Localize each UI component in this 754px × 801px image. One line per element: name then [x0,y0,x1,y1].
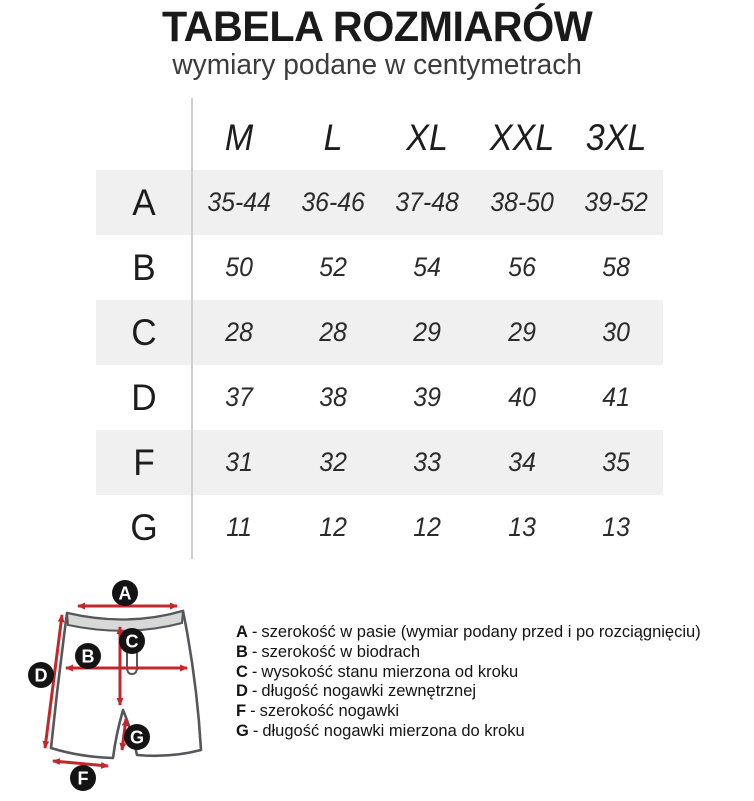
diagram-label-f [70,765,96,791]
table-row-c [96,300,663,365]
value-g-3xl: 13 [602,512,630,542]
legend-item-g [236,722,701,742]
value-g-m: 11 [226,512,252,542]
shorts-diagram-svg [20,580,230,796]
legend-separator: - [251,662,258,681]
legend-item-c [236,663,701,683]
legend-letter-b: B [236,642,248,661]
table-column-divider [191,98,193,559]
page-title: TABELA ROZMIARÓW [161,3,593,51]
legend-text-d: długość nogawki zewnętrznej [261,682,477,701]
value-b-xl: 54 [413,252,442,282]
value-a-3xl: 39-52 [584,187,648,217]
size-column-header-l: L [323,117,343,158]
legend-text-a: szerokość w pasie (wymiar podany przed i po rozciągnięciu) [261,623,701,641]
svg-text:D: D [34,665,48,686]
svg-text:A: A [118,583,132,604]
page-header [0,4,754,80]
diagram-label-b [75,643,101,669]
legend-separator: - [251,642,258,661]
value-g-xl: 12 [413,512,442,542]
value-f-xl: 33 [413,447,442,477]
legend-letter-d: D [236,682,248,701]
legend-text-f: szerokość nogawki [259,702,399,721]
legend-separator: - [250,702,256,721]
page-subtitle: wymiary podane w centymetrach [172,49,582,81]
legend-item-a [236,623,701,643]
value-f-xxl: 34 [507,447,536,477]
value-c-m: 28 [225,317,253,347]
value-f-3xl: 35 [602,447,630,477]
diagram-label-d [28,662,54,688]
value-b-3xl: 58 [602,252,630,282]
value-c-xl: 29 [413,317,442,347]
value-a-xxl: 38-50 [489,187,554,217]
legend-letter-g: G [236,721,249,740]
row-label-g: G [130,506,158,548]
value-c-3xl: 30 [602,317,630,347]
row-label-d: D [131,376,157,418]
diagram-label-g [124,724,150,750]
legend-item-b [236,643,701,663]
value-c-xxl: 29 [507,317,536,347]
table-row-b [96,235,663,300]
svg-text:G: G [129,727,145,748]
row-label-a: A [132,181,156,223]
value-d-xxl: 40 [507,382,536,412]
table-row-f [96,430,663,495]
row-label-c: C [131,311,157,353]
legend-separator: - [251,682,258,701]
size-column-header-xl: XL [406,117,449,158]
legend-letter-c: C [236,662,248,681]
legend-text-b: szerokość w biodrach [261,642,421,661]
size-column-header-xxl: XXL [489,117,554,158]
value-b-l: 52 [319,252,348,282]
value-d-l: 38 [319,382,348,412]
legend-item-d [236,682,701,702]
row-label-b: B [132,246,156,288]
diagram-label-a [112,580,138,606]
value-d-xl: 39 [413,382,442,412]
value-d-m: 37 [225,382,253,412]
size-column-header-3xl: 3XL [585,117,647,158]
legend-text-g: długość nogawki mierzona do kroku [262,721,525,740]
value-f-l: 32 [319,447,348,477]
legend-text-c: wysokość stanu mierzona od kroku [261,662,519,681]
value-a-xl: 37-48 [395,187,460,217]
value-d-3xl: 41 [602,382,630,412]
value-a-m: 35-44 [207,187,271,217]
value-f-m: 31 [225,447,253,477]
size-table [96,106,663,560]
size-table-header-row [96,106,663,170]
diagram-label-c [119,628,145,654]
table-row-g [96,495,663,560]
table-row-a [96,170,663,235]
value-a-l: 36-46 [301,187,366,217]
value-g-l: 12 [319,512,348,542]
legend-separator: - [252,721,259,740]
legend-separator: - [251,623,258,641]
shorts-diagram [20,580,230,796]
svg-text:B: B [81,646,95,667]
legend-letter-f: F [236,702,247,721]
svg-text:C: C [125,631,139,652]
size-column-header-m: M [224,117,254,158]
value-b-xxl: 56 [507,252,536,282]
measurement-legend [236,623,701,742]
row-label-f: F [133,441,155,483]
table-row-d [96,365,663,430]
legend-letter-a: A [236,623,248,641]
legend-item-f [236,702,701,722]
value-g-xxl: 13 [507,512,536,542]
svg-text:F: F [77,768,89,789]
value-c-l: 28 [319,317,348,347]
value-b-m: 50 [225,252,253,282]
